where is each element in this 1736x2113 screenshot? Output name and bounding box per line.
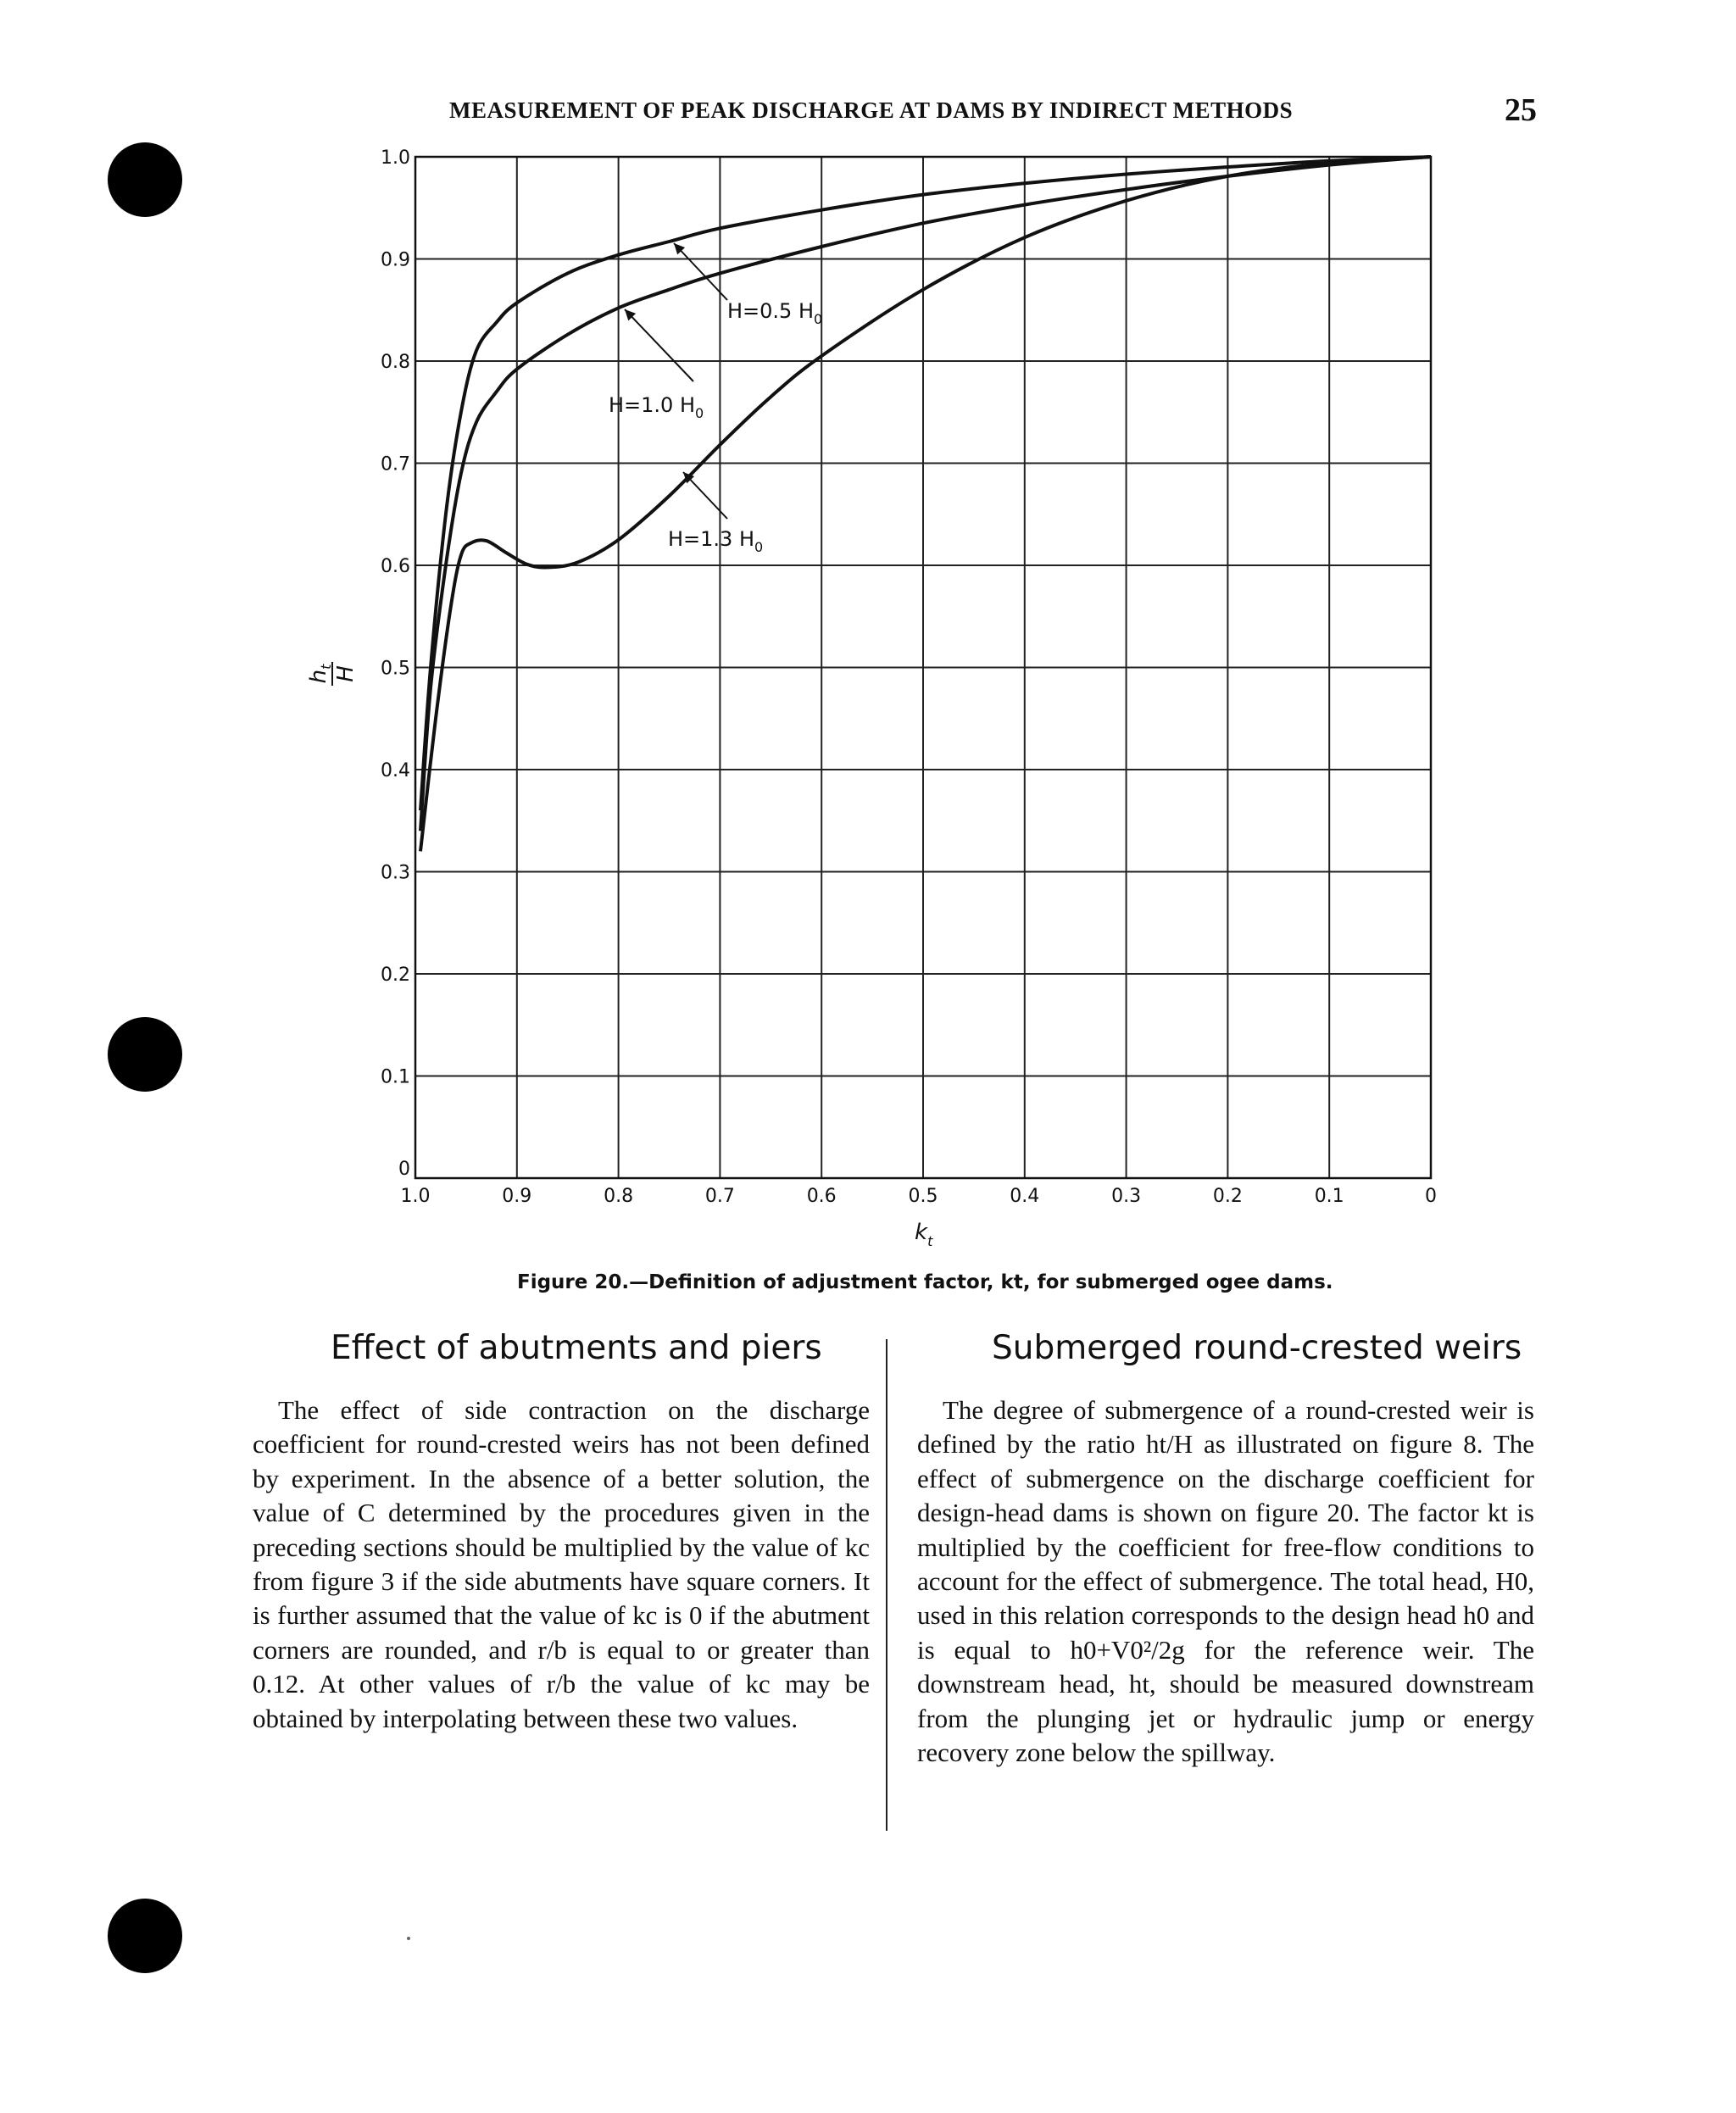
label-h-0-5-h0: H=0.5 $H_0$ (727, 299, 823, 327)
label-h-1-0-h0: H=1.0 $H_0$ (609, 393, 704, 421)
section-body-abutments: The effect of side contraction on the discharge coefficient for round-crested weirs has not been defined by experiment. In the absence of a better solution, the value of C determined by the procedures given in the preceding sections should be multiplied by the value of kc from figure 3 if the side abutments have square corners. It is further assumed that the value of kc is 0 if the abutment corners are rounded, and r/b is equal to or greater than 0.12. At other values of r/b the value of kc may be obtained by interpolating between these two values. (253, 1395, 870, 1733)
column-divider (886, 1339, 887, 1831)
x-tick-label: 0.9 (502, 1186, 532, 1207)
scan-speck (407, 1937, 410, 1940)
section-heading-abutments: Effect of abutments and piers (331, 1329, 822, 1367)
curve-h-0-5-h0 (420, 157, 1431, 810)
y-tick-label: 0 (398, 1159, 410, 1180)
x-tick-label: 1.0 (400, 1186, 431, 1207)
y-tick-label: 1.0 (381, 147, 410, 169)
running-head: MEASUREMENT OF PEAK DISCHARGE AT DAMS BY INDIRECT METHODS (449, 97, 1294, 123)
page-number: 25 (1505, 92, 1537, 128)
y-tick-label: 0.8 (381, 352, 410, 373)
x-tick-label: 0.6 (806, 1186, 837, 1207)
y-tick-label: 0.3 (381, 862, 410, 884)
y-tick-label: 0.1 (381, 1066, 410, 1088)
y-tick-label: 0.7 (381, 453, 410, 475)
y-tick-label: 0.4 (381, 760, 410, 781)
x-tick-label: 0.4 (1010, 1186, 1040, 1207)
y-tick-label: 0.2 (381, 965, 410, 986)
section-body-submerged-weirs: The degree of submergence of a round-crested weir is defined by the ratio ht/H as illustrated on figure 8. The effect of submergence on the discharge coefficient for design-head dams is shown on figure 20. The factor kt is multiplied by the coefficient for free-flow conditions to account for the effect of submergence. The total head, H0, used in this relation corresponds to the design head h0 and is equal to h0+V0²/2g for the reference weir. The downstream head, ht, should be measured downstream from the plunging jet or hydraulic jump or energy recovery zone below the spillway. (917, 1395, 1534, 1768)
x-tick-label: 0.1 (1314, 1186, 1344, 1207)
x-tick-label: 0.7 (704, 1186, 735, 1207)
x-tick-label: 0.2 (1212, 1186, 1243, 1207)
x-tick-label: 0 (1425, 1186, 1437, 1207)
y-tick-label: 0.9 (381, 249, 410, 271)
x-tick-label: 0.8 (604, 1186, 634, 1207)
y-tick-label: 0.5 (381, 658, 410, 680)
curve-h-1-0-h0 (420, 157, 1431, 831)
punch-hole (108, 1899, 182, 1973)
leader-line (625, 309, 693, 381)
y-tick-label: 0.6 (381, 556, 410, 577)
y-axis-label-numerator: $h_t$ (306, 664, 334, 684)
x-tick-label: 0.5 (908, 1186, 938, 1207)
section-heading-submerged-weirs: Submerged round-crested weirs (992, 1329, 1522, 1367)
x-axis-label: $k_t$ (915, 1220, 933, 1249)
curve-h-1-3-h0 (420, 157, 1431, 851)
y-axis-label (306, 662, 359, 686)
y-axis-label-denominator: H (333, 665, 359, 682)
x-axis-label-subscript: t (927, 1233, 933, 1249)
x-tick-label: 0.3 (1111, 1186, 1142, 1207)
figure-caption: Figure 20.—Definition of adjustment factor, kt, for submerged ogee dams. (517, 1271, 1333, 1293)
label-h-1-3-h0: H=1.3 $H_0$ (668, 527, 764, 555)
